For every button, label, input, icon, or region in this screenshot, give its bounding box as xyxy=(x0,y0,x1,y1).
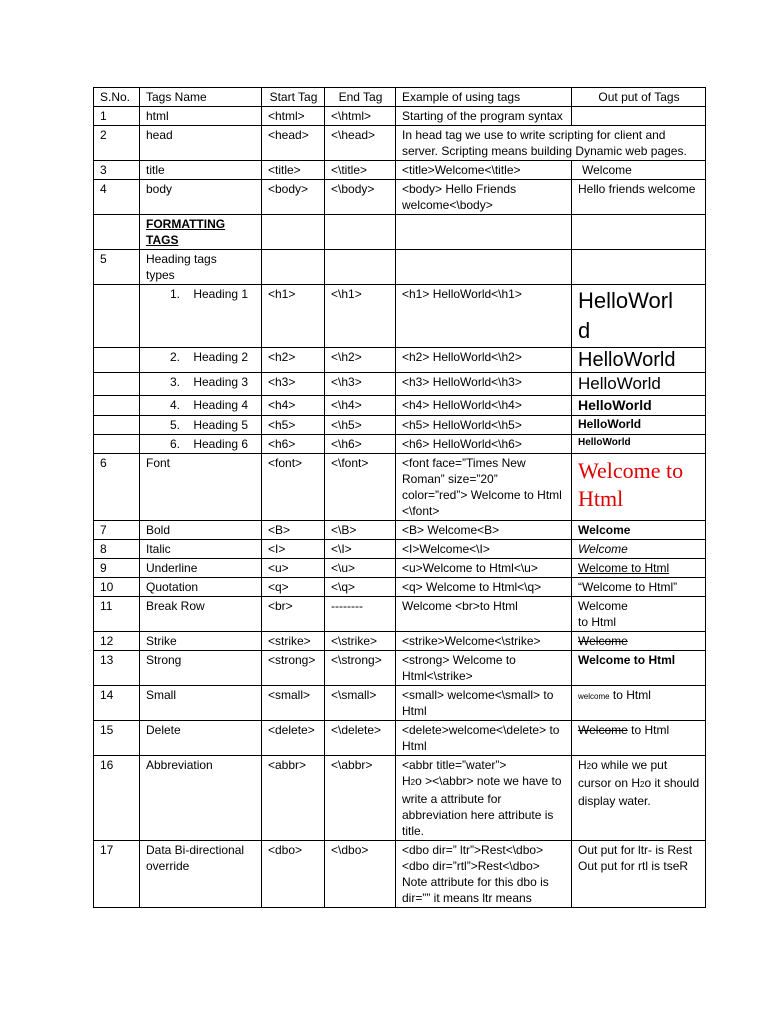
small-text: welcome xyxy=(578,692,610,701)
header-example: Example of using tags xyxy=(396,88,572,107)
cell-start: <dbo> xyxy=(262,841,325,908)
cell-start: <abbr> xyxy=(262,756,325,841)
output-text: H xyxy=(578,758,587,772)
cell-sno: 17 xyxy=(94,841,140,908)
cell-name: Delete xyxy=(140,721,262,756)
cell-example xyxy=(396,215,572,250)
table-row xyxy=(94,632,706,651)
cell-start: <br> xyxy=(262,597,325,632)
cell-output-h1: HelloWorld xyxy=(572,285,706,348)
cell-sno xyxy=(94,285,140,348)
header-start-tag: Start Tag xyxy=(262,88,325,107)
cell-start: <h3> xyxy=(262,373,325,396)
table-row xyxy=(94,578,706,597)
header-sno: S.No. xyxy=(94,88,140,107)
table-row xyxy=(94,540,706,559)
cell-name: 6. Heading 6 xyxy=(140,435,262,454)
cell-end: <\dbo> xyxy=(325,841,396,908)
cell-name: Data Bi-directional override xyxy=(140,841,262,908)
cell-name: Strong xyxy=(140,651,262,686)
cell-sno: 6 xyxy=(94,454,140,521)
cell-start: <html> xyxy=(262,107,325,126)
rest-text: to Html xyxy=(609,688,651,702)
cell-name: title xyxy=(140,161,262,180)
cell-sno: 12 xyxy=(94,632,140,651)
cell-sno xyxy=(94,416,140,435)
subscript-2: 2 xyxy=(410,778,416,787)
cell-name: html xyxy=(140,107,262,126)
cell-example: <h5> HelloWorld<\h5> xyxy=(396,416,572,435)
cell-output-h5: HelloWorld xyxy=(572,416,706,435)
table-row xyxy=(94,348,706,373)
cell-sno: 11 xyxy=(94,597,140,632)
cell-sno: 9 xyxy=(94,559,140,578)
cell-end: <\title> xyxy=(325,161,396,180)
cell-start: <h5> xyxy=(262,416,325,435)
cell-end: <\h6> xyxy=(325,435,396,454)
cell-end: -------- xyxy=(325,597,396,632)
table-row xyxy=(94,285,706,348)
cell-name: 1. Heading 1 xyxy=(140,285,262,348)
cell-end: <\h2> xyxy=(325,348,396,373)
cell-sno: 7 xyxy=(94,521,140,540)
table-row xyxy=(94,126,706,161)
cell-start: <font> xyxy=(262,454,325,521)
cell-start: <q> xyxy=(262,578,325,597)
cell-example: Starting of the program syntax xyxy=(396,107,572,126)
cell-output-underline: Welcome to Html xyxy=(572,559,706,578)
cell-output-bold: Welcome xyxy=(572,521,706,540)
cell-output-italic: Welcome xyxy=(572,540,706,559)
subscript-2: 2 xyxy=(640,780,645,789)
cell-name: Heading tags types xyxy=(140,250,262,285)
cell-end: <\h3> xyxy=(325,373,396,396)
cell-sno: 13 xyxy=(94,651,140,686)
cell-start: <head> xyxy=(262,126,325,161)
table-row xyxy=(94,756,706,841)
cell-end: <\head> xyxy=(325,126,396,161)
cell-sno: 15 xyxy=(94,721,140,756)
cell-sno: 2 xyxy=(94,126,140,161)
cell-start: <delete> xyxy=(262,721,325,756)
cell-end: <\body> xyxy=(325,180,396,215)
cell-name: Break Row xyxy=(140,597,262,632)
cell-example: <B> Welcome<B> xyxy=(396,521,572,540)
table-row xyxy=(94,180,706,215)
cell-example: <h1> HelloWorld<\h1> xyxy=(396,285,572,348)
cell-output-abbr xyxy=(572,756,706,841)
cell-start: <body> xyxy=(262,180,325,215)
cell-example: <h3> HelloWorld<\h3> xyxy=(396,373,572,396)
cell-end xyxy=(325,250,396,285)
cell-example: <h6> HelloWorld<\h6> xyxy=(396,435,572,454)
table-row xyxy=(94,107,706,126)
cell-output-strike: Welcome xyxy=(572,632,706,651)
table-row xyxy=(94,597,706,632)
cell-start xyxy=(262,215,325,250)
table-row xyxy=(94,521,706,540)
subscript-2: 2 xyxy=(586,762,592,771)
cell-end: <\strong> xyxy=(325,651,396,686)
table-row xyxy=(94,250,706,285)
cell-sno xyxy=(94,373,140,396)
cell-output xyxy=(572,250,706,285)
cell-start: <B> xyxy=(262,521,325,540)
cell-end: <\font> xyxy=(325,454,396,521)
cell-output-strong: Welcome to Html xyxy=(572,651,706,686)
table-header-row xyxy=(94,88,706,107)
cell-example: <strike>Welcome<\strike> xyxy=(396,632,572,651)
cell-output-h6: HelloWorld xyxy=(572,435,706,454)
cell-output-h3: HelloWorld xyxy=(572,373,706,396)
table-row xyxy=(94,215,706,250)
deleted-text: Welcome xyxy=(578,723,628,737)
cell-sno: 5 xyxy=(94,250,140,285)
table-row xyxy=(94,416,706,435)
cell-sno: 4 xyxy=(94,180,140,215)
cell-sno xyxy=(94,348,140,373)
cell-start: <I> xyxy=(262,540,325,559)
cell-start: <strong> xyxy=(262,651,325,686)
cell-end xyxy=(325,215,396,250)
cell-example: <h2> HelloWorld<\h2> xyxy=(396,348,572,373)
cell-name: Abbreviation xyxy=(140,756,262,841)
example-text: H xyxy=(402,774,411,788)
cell-end: <\I> xyxy=(325,540,396,559)
cell-sno: 14 xyxy=(94,686,140,721)
html-tags-table xyxy=(93,87,706,908)
cell-output-h2: HelloWorld xyxy=(572,348,706,373)
cell-start: <u> xyxy=(262,559,325,578)
table-row xyxy=(94,435,706,454)
cell-output: Hello friends welcome xyxy=(572,180,706,215)
cell-name: Italic xyxy=(140,540,262,559)
table-row xyxy=(94,841,706,908)
cell-sno: 16 xyxy=(94,756,140,841)
cell-name: 4. Heading 4 xyxy=(140,396,262,416)
cell-output-quotation: “Welcome to Html” xyxy=(572,578,706,597)
cell-example: <small> welcome<\small> to Html xyxy=(396,686,572,721)
cell-example: <strong> Welcome to Html<\strike> xyxy=(396,651,572,686)
cell-output-font: Welcome to Html xyxy=(572,454,706,521)
cell-start: <title> xyxy=(262,161,325,180)
cell-name: Small xyxy=(140,686,262,721)
cell-start: <h6> xyxy=(262,435,325,454)
cell-example: <I>Welcome<\I> xyxy=(396,540,572,559)
table-row xyxy=(94,161,706,180)
output-text: o while we put cursor on H xyxy=(578,758,668,790)
cell-end: <\q> xyxy=(325,578,396,597)
cell-end: <\h1> xyxy=(325,285,396,348)
cell-start: <h1> xyxy=(262,285,325,348)
cell-name: body xyxy=(140,180,262,215)
cell-example xyxy=(396,250,572,285)
cell-end: <\B> xyxy=(325,521,396,540)
cell-start: <small> xyxy=(262,686,325,721)
cell-sno xyxy=(94,396,140,416)
cell-end: <\h5> xyxy=(325,416,396,435)
cell-start: <strike> xyxy=(262,632,325,651)
cell-name: 3. Heading 3 xyxy=(140,373,262,396)
example-text: o ><\abbr> note we have to write a attribute for abbreviation here attribute is title. xyxy=(402,774,562,838)
cell-name: 5. Heading 5 xyxy=(140,416,262,435)
cell-output xyxy=(572,107,706,126)
table-row xyxy=(94,396,706,416)
cell-output-break xyxy=(572,597,706,632)
cell-sno: 8 xyxy=(94,540,140,559)
header-end-tag: End Tag xyxy=(325,88,396,107)
cell-end: <\strike> xyxy=(325,632,396,651)
example-line: <abbr title=”water”> xyxy=(402,758,507,772)
header-tag-name: Tags Name xyxy=(140,88,262,107)
cell-sno xyxy=(94,215,140,250)
table-row xyxy=(94,721,706,756)
table-row xyxy=(94,373,706,396)
cell-name: Bold xyxy=(140,521,262,540)
table-row xyxy=(94,454,706,521)
cell-output xyxy=(572,215,706,250)
cell-name: Font xyxy=(140,454,262,521)
cell-end: <\delete> xyxy=(325,721,396,756)
output-text: o it should display water. xyxy=(578,776,700,808)
cell-example: <font face=”Times New Roman” size=”20” color=”red”> Welcome to Html <\font> xyxy=(396,454,572,521)
cell-sno: 3 xyxy=(94,161,140,180)
output-line-2: to Html xyxy=(578,615,617,629)
cell-start: <h4> xyxy=(262,396,325,416)
cell-output-delete xyxy=(572,721,706,756)
cell-example: <q> Welcome to Html<\q> xyxy=(396,578,572,597)
rest-text: to Html xyxy=(627,723,670,737)
cell-example: In head tag we use to write scripting for client and server. Scripting means building Dynamic web pages. xyxy=(396,126,706,161)
cell-end: <\html> xyxy=(325,107,396,126)
cell-output-h4: HelloWorld xyxy=(572,396,706,416)
cell-example: Welcome <br>to Html xyxy=(396,597,572,632)
cell-name: 2. Heading 2 xyxy=(140,348,262,373)
header-output: Out put of Tags xyxy=(572,88,706,107)
cell-sno: 1 xyxy=(94,107,140,126)
table-row xyxy=(94,559,706,578)
cell-output: Welcome xyxy=(572,161,706,180)
cell-output-dbo: Out put for ltr- is Rest Out put for rtl is tseR xyxy=(572,841,706,908)
cell-start xyxy=(262,250,325,285)
cell-sno xyxy=(94,435,140,454)
cell-end: <\u> xyxy=(325,559,396,578)
cell-example xyxy=(396,756,572,841)
cell-example: <dbo dir=” ltr”>Rest<\dbo> <dbo dir=”rtl”>Rest<\dbo> Note attribute for this dbo is dir=”” it means ltr means xyxy=(396,841,572,908)
cell-name: Strike xyxy=(140,632,262,651)
cell-example: <title>Welcome<\title> xyxy=(396,161,572,180)
cell-example: <delete>welcome<\delete> to Html xyxy=(396,721,572,756)
cell-example: <u>Welcome to Html<\u> xyxy=(396,559,572,578)
output-line-1: Welcome xyxy=(578,599,628,613)
cell-name: head xyxy=(140,126,262,161)
cell-example: <h4> HelloWorld<\h4> xyxy=(396,396,572,416)
section-heading-formatting-tags: FORMATTING TAGS xyxy=(140,215,262,250)
cell-example: <body> Hello Friends welcome<\body> xyxy=(396,180,572,215)
table-row xyxy=(94,651,706,686)
cell-name: Quotation xyxy=(140,578,262,597)
cell-end: <\abbr> xyxy=(325,756,396,841)
cell-name: Underline xyxy=(140,559,262,578)
cell-start: <h2> xyxy=(262,348,325,373)
cell-sno: 10 xyxy=(94,578,140,597)
table-row xyxy=(94,686,706,721)
cell-end: <\h4> xyxy=(325,396,396,416)
cell-output-small xyxy=(572,686,706,721)
cell-end: <\small> xyxy=(325,686,396,721)
